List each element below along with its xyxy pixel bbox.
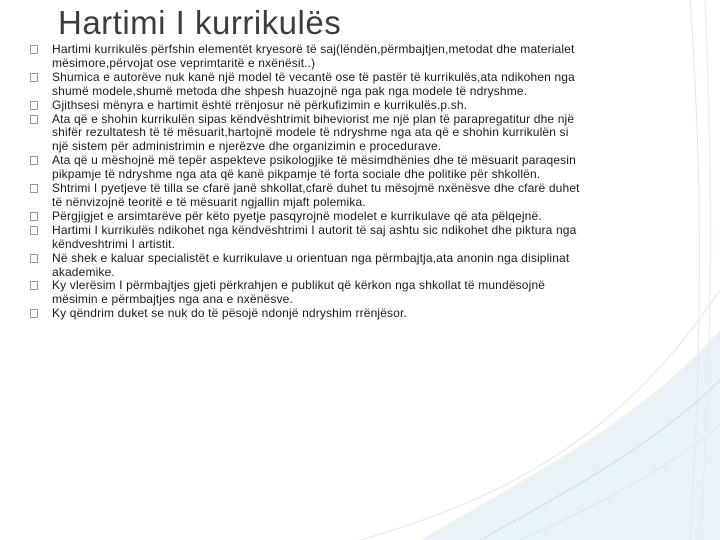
bullet-item [30, 154, 695, 182]
bullet-line: një sistem për administrimin e njerëzve dhe organizimin e procedurave. [52, 139, 442, 154]
bullet-line: Gjithsesi mënyra e hartimit është rrënjosur në përkufizimin e kurrikulës.p.sh. [52, 97, 468, 112]
bullet-line: Ky vlerësim I përmbajtjes gjeti përkrahjen e publikut që kërkon nga shkollat të mundësojnë [52, 278, 546, 293]
bullet-marker-icon [30, 156, 38, 165]
bullet-line: Hartimi kurrikulës përfshin elementët kryesorë të saj(lëndën,përmbajtjen,metodat dhe materialet [52, 42, 575, 56]
bullet-item [30, 113, 695, 155]
bullet-item [30, 279, 695, 307]
bullet-item [30, 182, 695, 210]
bullet-marker-icon [30, 212, 38, 221]
bullet-line: Shtrimi I pyetjeve të tilla se cfarë janë shkollat,cfarë duhet tu mësojmë nxënësve dhe cfarë duhet [52, 181, 580, 196]
slide-title: Hartimi I kurrikulës [58, 4, 342, 41]
bullet-item [30, 43, 695, 71]
bullet-item [30, 307, 695, 321]
bullet-line: Shumica e autorëve nuk kanë një model të vecantë ose të pastër të kurrikulës,ata ndikohen nga [52, 69, 575, 84]
bullet-line: të nënvizojnë teoritë e të mësuarit ngjallin mjaft polemika. [52, 194, 366, 209]
bullet-line: mësimore,përvojat ose veprimtaritë e nxënësit..) [52, 55, 316, 70]
bullet-item [30, 99, 695, 113]
bullet-line: akademike. [52, 264, 115, 279]
bullet-line: shumë modele,shumë metoda dhe shpesh huazojnë nga pak nga modele të ndryshme. [52, 83, 528, 98]
bullet-line: Hartimi I kurrikulës ndikohet nga këndvështrimi I autorit të saj ashtu sic ndikohet dhe piktura nga [52, 222, 577, 237]
bullet-line: mësimin e përmbajtjes nga ana e nxënësve. [52, 292, 293, 307]
bullet-line: Ata që e shohin kurrikulën sipas këndvështrimit biheviorist me një plan të parapregatitur dhe një [52, 111, 575, 126]
bullet-marker-icon [30, 45, 38, 54]
bullet-marker-icon [30, 254, 38, 263]
bullet-marker-icon [30, 309, 38, 318]
bullet-line: shifër rezultatesh të të mësuarit,hartojnë modele të ndryshme nga ata që e shohin kurrikulën si [52, 125, 569, 140]
bullet-marker-icon [30, 101, 38, 110]
bullet-item [30, 224, 695, 252]
bullet-line: pikpamje të ndryshme nga ata që kanë pikpamje të forta sociale dhe politike për shkollën. [52, 167, 541, 182]
bullet-item [30, 71, 695, 99]
bullet-marker-icon [30, 226, 38, 235]
bullet-marker-icon [30, 184, 38, 193]
bullet-item [30, 210, 695, 224]
bullet-marker-icon [30, 281, 38, 290]
bullet-line: Ky qëndrim duket se nuk do të pësojë ndonjë ndryshim rrënjësor. [52, 306, 407, 321]
bullet-marker-icon [30, 115, 38, 124]
bullet-line: Në shek e kaluar specialistët e kurrikulave u orientuan nga përmbajtja,ata anonin nga disiplinat [52, 250, 570, 265]
bullet-line: Ata që u mëshojnë më tepër aspekteve psikologjike të mësimdhënies dhe të mësuarit paraqesin [52, 153, 576, 168]
bullet-line: Përgjigjet e arsimtarëve për këto pyetje pasqyrojnë modelet e kurrikulave që ata pëlqejnë. [52, 208, 542, 223]
bullet-marker-icon [30, 73, 38, 82]
bullet-list [30, 43, 695, 321]
bullet-line: këndveshtrimi I artistit. [52, 236, 176, 251]
bullet-item [30, 252, 695, 280]
